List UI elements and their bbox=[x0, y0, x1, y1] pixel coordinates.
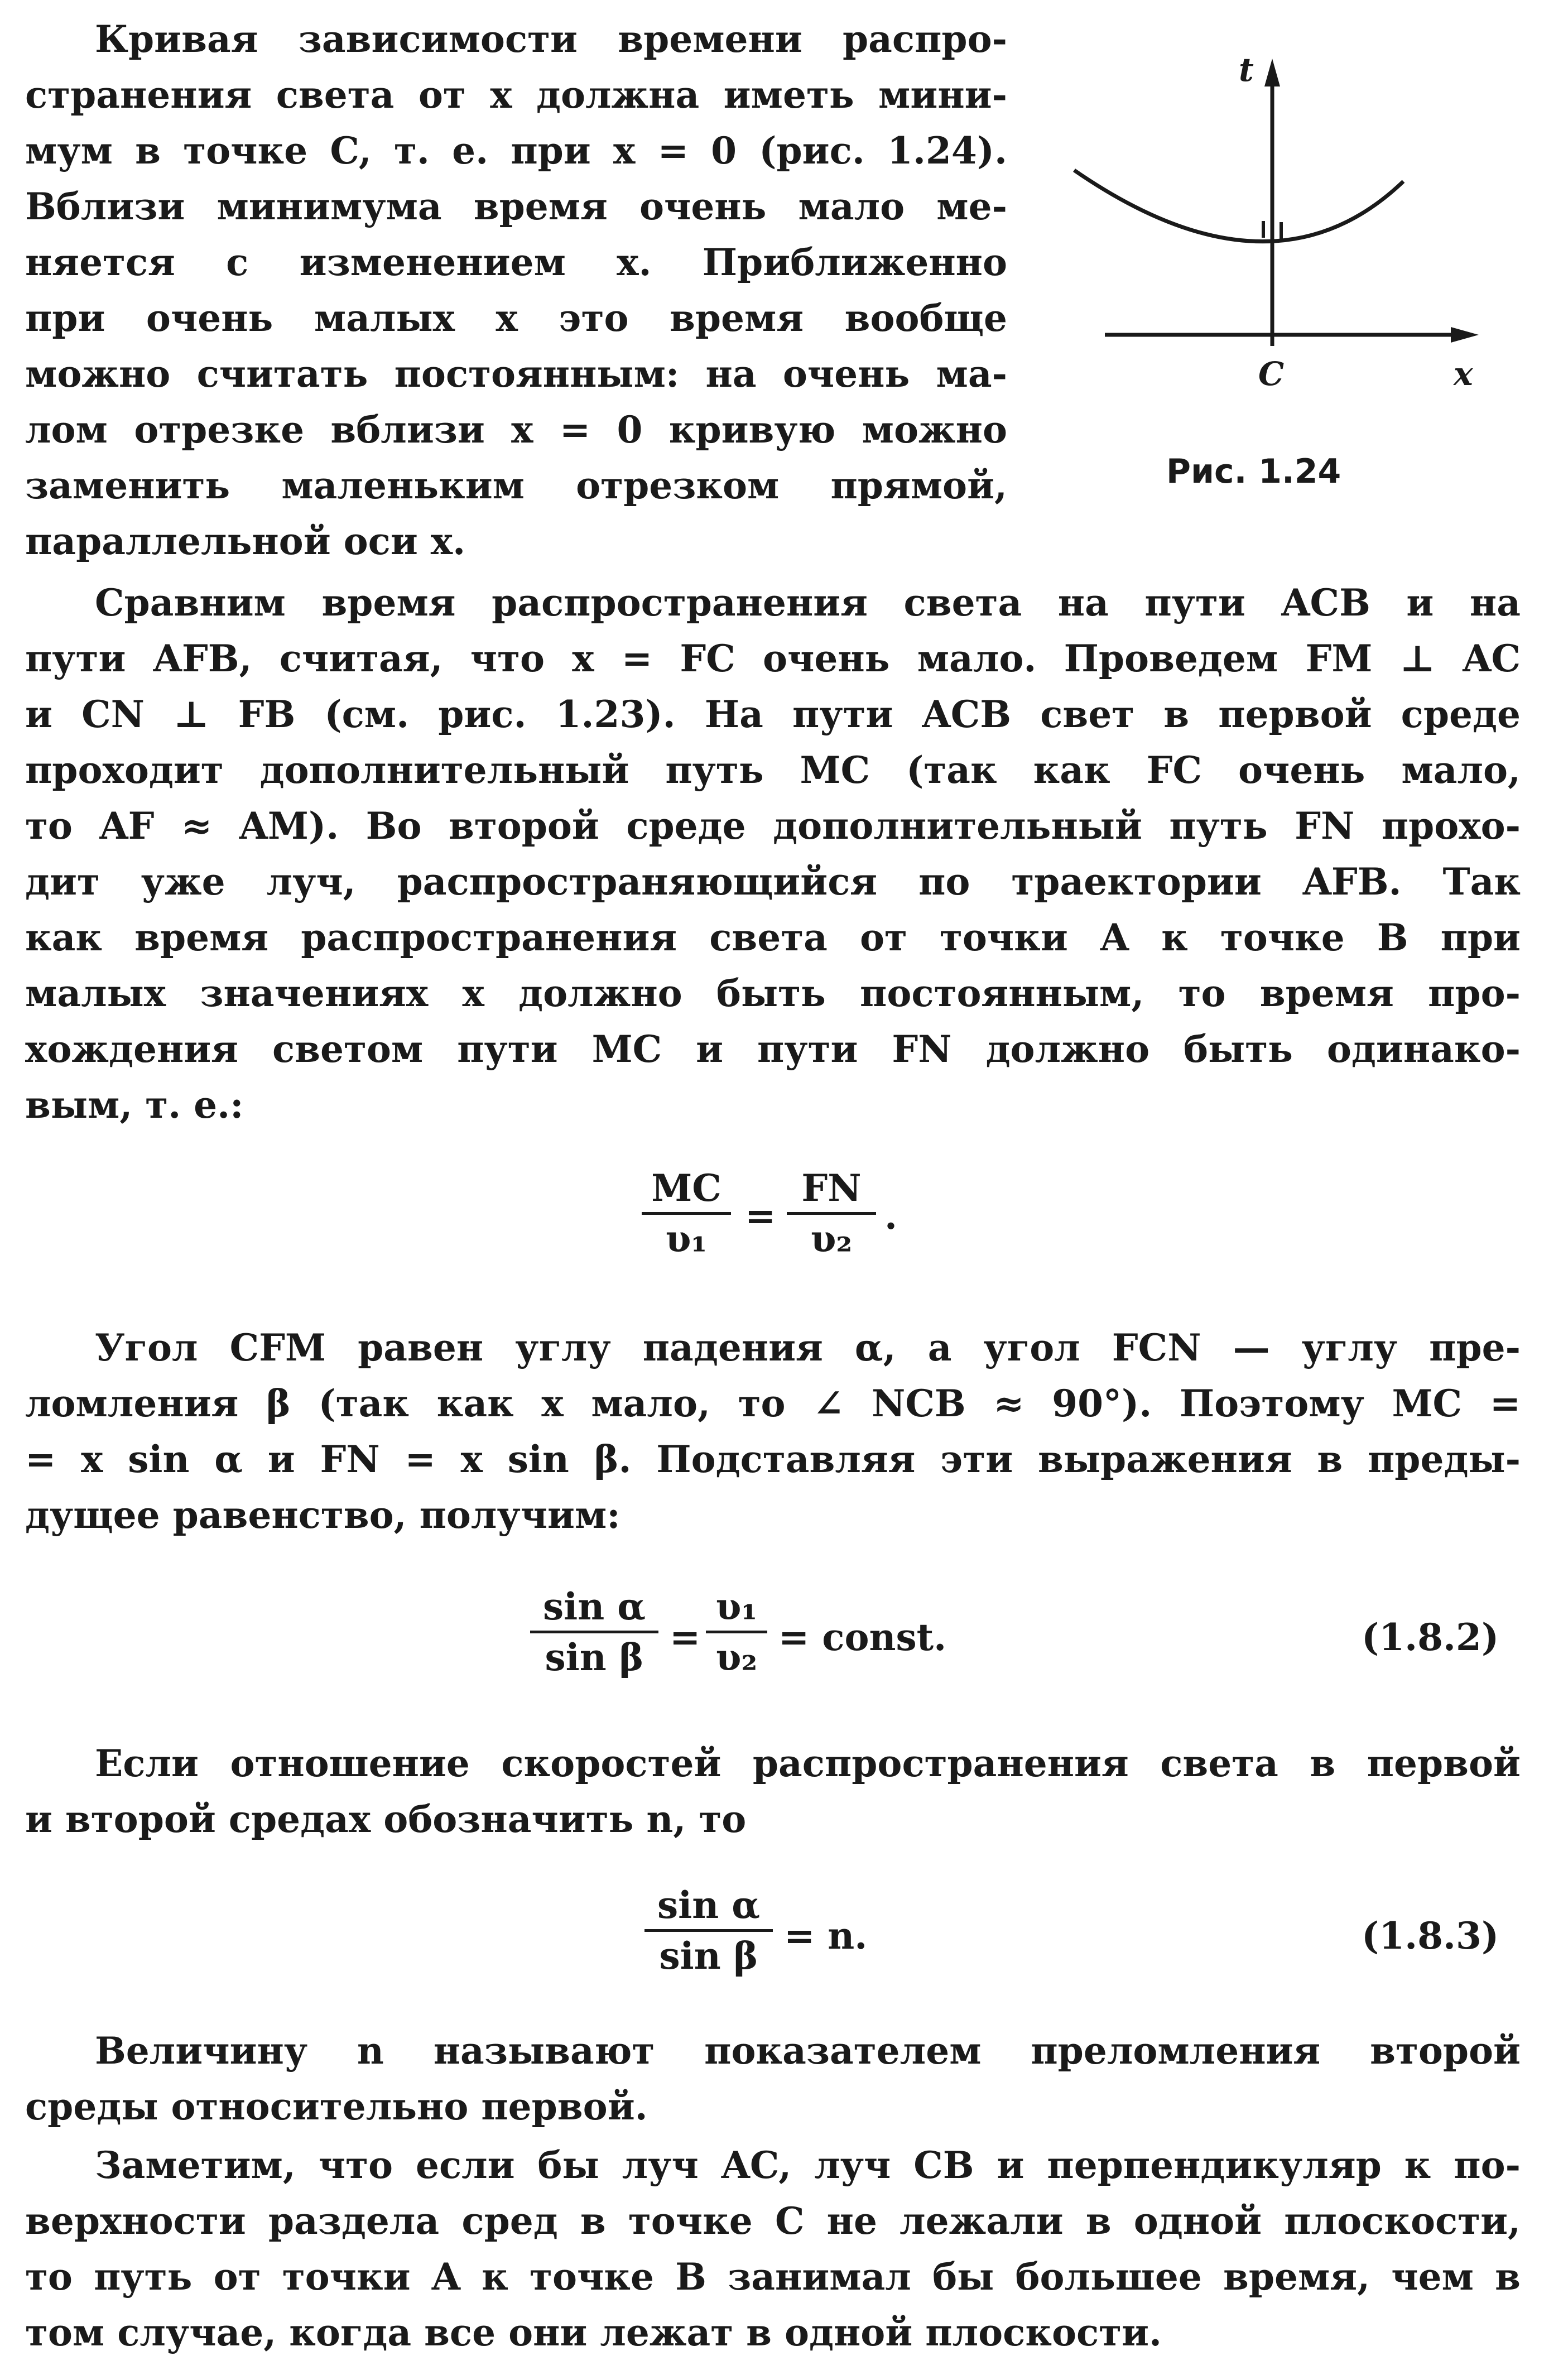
text-line: Угол CFM равен углу падения α, а угол FCN — углу пре- bbox=[95, 1326, 1521, 1369]
x-axis-arrow-icon bbox=[1451, 327, 1479, 343]
fraction-bar bbox=[642, 1212, 731, 1215]
text-line: дущее равенство, получим: bbox=[25, 1493, 621, 1537]
text-line: мум в точке C, т. е. при x = 0 (рис. 1.24). bbox=[25, 129, 1007, 172]
formula-tail: = n. bbox=[784, 1914, 868, 1958]
denominator: sin β bbox=[545, 1636, 644, 1679]
numerator: MC bbox=[651, 1166, 722, 1210]
equals-sign: = bbox=[745, 1194, 776, 1238]
equals-sign: = bbox=[670, 1615, 701, 1659]
denominator: υ₂ bbox=[715, 1636, 758, 1679]
text-line: параллельной оси x. bbox=[25, 520, 466, 563]
denominator: υ₁ bbox=[665, 1217, 708, 1261]
formula-tail: = const. bbox=[778, 1615, 947, 1659]
text-line: при очень малых x это время вообще bbox=[25, 296, 1007, 340]
text-line: хождения светом пути MC и пути FN должно быть одинако- bbox=[25, 1027, 1521, 1071]
denominator: sin β bbox=[659, 1934, 758, 1978]
fraction-bar bbox=[706, 1631, 767, 1633]
fraction-sin-ratio bbox=[530, 1585, 658, 1679]
denominator: υ₂ bbox=[810, 1217, 853, 1261]
text-line: среды относительно первой. bbox=[25, 2085, 648, 2128]
figure-caption: Рис. 1.24 bbox=[1166, 452, 1341, 491]
fraction-mc-v1 bbox=[642, 1166, 731, 1261]
text-line: Сравним время распространения света на пути ACB и на bbox=[95, 581, 1521, 624]
text-line: том случае, когда все они лежат в одной плоскости. bbox=[25, 2311, 1162, 2354]
text-line: ломления β (так как x мало, то ∠ NCB ≈ 90°). Поэтому MC = bbox=[25, 1382, 1521, 1425]
text-line: Вблизи минимума время очень мало ме- bbox=[25, 185, 1007, 228]
figure-1-24 bbox=[1049, 45, 1507, 413]
equation-number: (1.8.2) bbox=[1362, 1615, 1499, 1659]
fraction-sin-ratio bbox=[644, 1883, 773, 1978]
t-axis-arrow-icon bbox=[1264, 59, 1280, 86]
x-axis bbox=[1105, 327, 1479, 343]
numerator: sin α bbox=[657, 1883, 760, 1927]
text-line: Кривая зависимости времени распро- bbox=[95, 17, 1007, 61]
numerator: sin α bbox=[543, 1585, 646, 1628]
equation-number: (1.8.3) bbox=[1362, 1914, 1499, 1958]
text-line: как время распространения света от точки A к точке B при bbox=[25, 916, 1521, 959]
text-line: верхности раздела сред в точке C не лежали в одной плоскости, bbox=[25, 2199, 1521, 2243]
text-line: то путь от точки A к точке B занимал бы большее время, чем в bbox=[25, 2255, 1521, 2299]
fraction-bar bbox=[644, 1929, 773, 1932]
x-axis-label: x bbox=[1454, 355, 1473, 393]
t-axis bbox=[1264, 59, 1280, 346]
fraction-bar bbox=[530, 1631, 658, 1633]
text-line: и CN ⊥ FB (см. рис. 1.23). На пути ACB свет в первой среде bbox=[25, 693, 1521, 736]
text-line: = x sin α и FN = x sin β. Подставляя эти выражения в преды- bbox=[25, 1437, 1521, 1481]
period: . bbox=[884, 1194, 897, 1238]
numerator: υ₁ bbox=[715, 1585, 758, 1628]
text-line: странения света от x должна иметь мини- bbox=[25, 73, 1007, 117]
text-line: Если отношение скоростей распространения света в первой bbox=[95, 1742, 1521, 1785]
text-line: лом отрезке вблизи x = 0 кривую можно bbox=[25, 408, 1007, 451]
text-line: Заметим, что если бы луч AC, луч CB и перпендикуляр к по- bbox=[95, 2143, 1521, 2187]
text-line: няется с изменением x. Приближенно bbox=[25, 241, 1007, 284]
text-line: можно считать постоянным: на очень ма- bbox=[25, 352, 1007, 396]
text-line: малых значениях x должно быть постоянным, то время про- bbox=[25, 972, 1521, 1015]
text-line: Величину n называют показателем преломления второй bbox=[95, 2029, 1521, 2073]
text-line: пути AFB, считая, что x = FC очень мало. Проведем FM ⊥ AC bbox=[25, 637, 1521, 680]
text-line: то AF ≈ AM). Во второй среде дополнительный путь FN прохо- bbox=[25, 804, 1521, 848]
fraction-bar bbox=[787, 1212, 876, 1215]
text-line: заменить маленьким отрезком прямой, bbox=[25, 464, 1007, 507]
fraction-speed-ratio bbox=[706, 1585, 767, 1679]
numerator: FN bbox=[801, 1166, 862, 1210]
fraction-fn-v2 bbox=[787, 1166, 876, 1261]
text-line: дит уже луч, распространяющийся по траектории AFB. Так bbox=[25, 860, 1521, 903]
c-point-label: C bbox=[1258, 355, 1285, 393]
text-line: проходит дополнительный путь MC (так как FC очень мало, bbox=[25, 748, 1521, 792]
text-line: вым, т. е.: bbox=[25, 1083, 244, 1127]
t-axis-label: t bbox=[1239, 51, 1254, 89]
time-curve bbox=[1074, 170, 1403, 242]
text-line: и второй средах обозначить n, то bbox=[25, 1797, 747, 1841]
